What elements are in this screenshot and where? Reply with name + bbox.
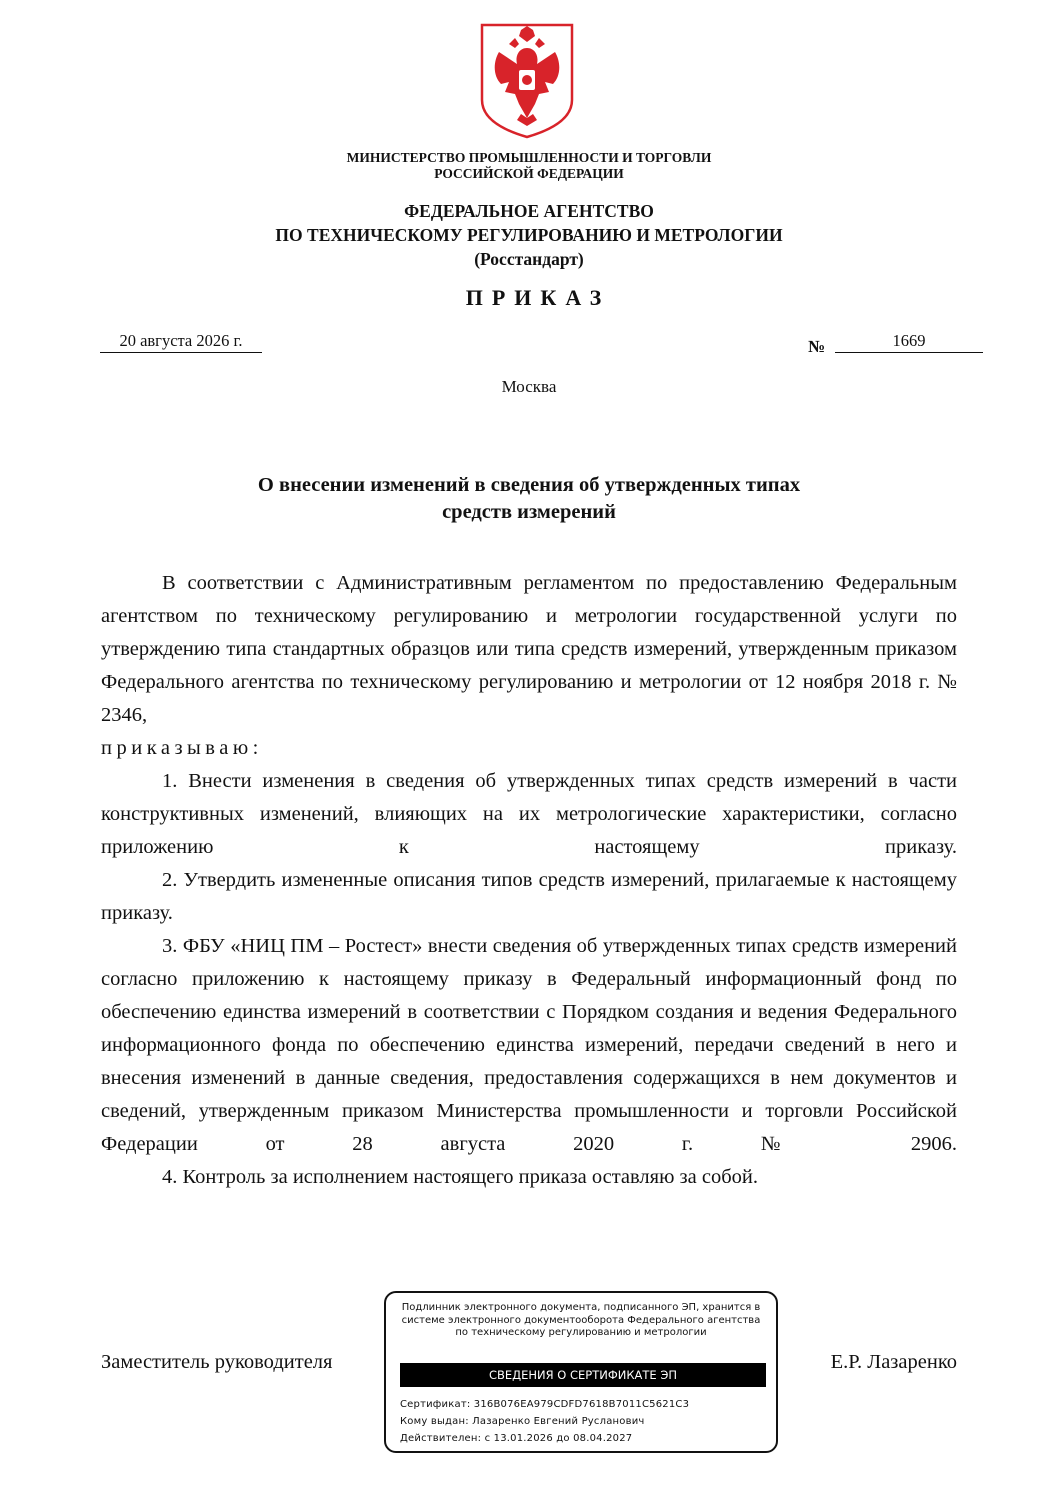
number-sign: № [808, 337, 826, 356]
ministry-name [0, 150, 1058, 182]
document-type: ПРИКАЗ [465, 285, 611, 310]
stamp-certificate-info [400, 1396, 689, 1447]
stamp-validity: Действителен: с 13.01.2026 до 08.04.2027 [400, 1433, 633, 1444]
order-item-4: 4. Контроль за исполнением настоящего приказа оставляю за собой. [162, 1166, 758, 1188]
electronic-signature-stamp [384, 1291, 778, 1453]
ministry-line-1: МИНИСТЕРСТВО ПРОМЫШЛЕННОСТИ И ТОРГОВЛИ [346, 150, 712, 165]
order-word: приказываю: [101, 737, 263, 759]
order-number: 1669 [835, 331, 983, 353]
stamp-issued-to: Кому выдан: Лазаренко Евгений Русланович [400, 1416, 645, 1427]
title-line-1: О внесении изменений в сведения об утвержденных типах [257, 474, 801, 496]
agency-line-3: (Росстандарт) [474, 249, 584, 269]
agency-line-2: ПО ТЕХНИЧЕСКОМУ РЕГУЛИРОВАНИЮ И МЕТРОЛОГИИ [275, 225, 783, 245]
preamble-paragraph: В соответствии с Административным регламентом по предоставлению Федеральным агентством по техническому регулированию и метрологии государственной услуги по утверждению типа стандартных образцов или типа средств измерений, утвержденным приказом Федерального агентства по техническому регулированию и метрологии от 12 ноября 2018 г. № 2346, [101, 572, 957, 726]
agency-name [0, 199, 1058, 271]
stamp-certificate: Сертификат: 316B076EA979CDFD7618B7011C5621C3 [400, 1399, 690, 1410]
order-item-2: 2. Утвердить измененные описания типов средств измерений, прилагаемые к настоящему приказу. [101, 869, 957, 924]
title-line-2: средств измерений [442, 501, 616, 523]
order-title [0, 472, 1058, 526]
order-date: 20 августа 2026 г. [100, 331, 262, 353]
order-item-3: 3. ФБУ «НИЦ ПМ – Ростест» внести сведения об утвержденных типах средств измерений согласно приложению к настоящему приказу в Федеральный информационный фонд по обеспечению единства измерений в соответствии с Порядком создания и ведения Федерального информационного фонда по обеспечению единства измерений, передачи сведений в него и внесения изменений в данные сведения, предоставления содержащихся в нем документов и сведений, утвержденным приказом Министерства промышленности и торговли Российской Федерации от 28 августа 2020 г. № 2906. [101, 935, 957, 1155]
order-item-1: 1. Внести изменения в сведения об утвержденных типах средств измерений в части конструктивных изменений, влияющих на их метрологические характеристики, согласно приложению к настоящему приказу. [101, 770, 957, 858]
signatory-position: Заместитель руководителя [101, 1351, 333, 1373]
coat-of-arms-icon [479, 22, 575, 140]
signatory-name: Е.Р. Лазаренко [830, 1351, 957, 1373]
city: Москва [501, 377, 557, 396]
agency-line-1: ФЕДЕРАЛЬНОЕ АГЕНТСТВО [404, 201, 654, 221]
order-body [101, 567, 957, 1194]
stamp-header-bar: СВЕДЕНИЯ О СЕРТИФИКАТЕ ЭП [400, 1363, 766, 1387]
ministry-line-2: РОССИЙСКОЙ ФЕДЕРАЦИИ [434, 166, 624, 181]
stamp-note: Подлинник электронного документа, подписанного ЭП, хранится в системе электронного документооборота Федерального агентства по техническому регулированию и метрологии [401, 1302, 761, 1338]
